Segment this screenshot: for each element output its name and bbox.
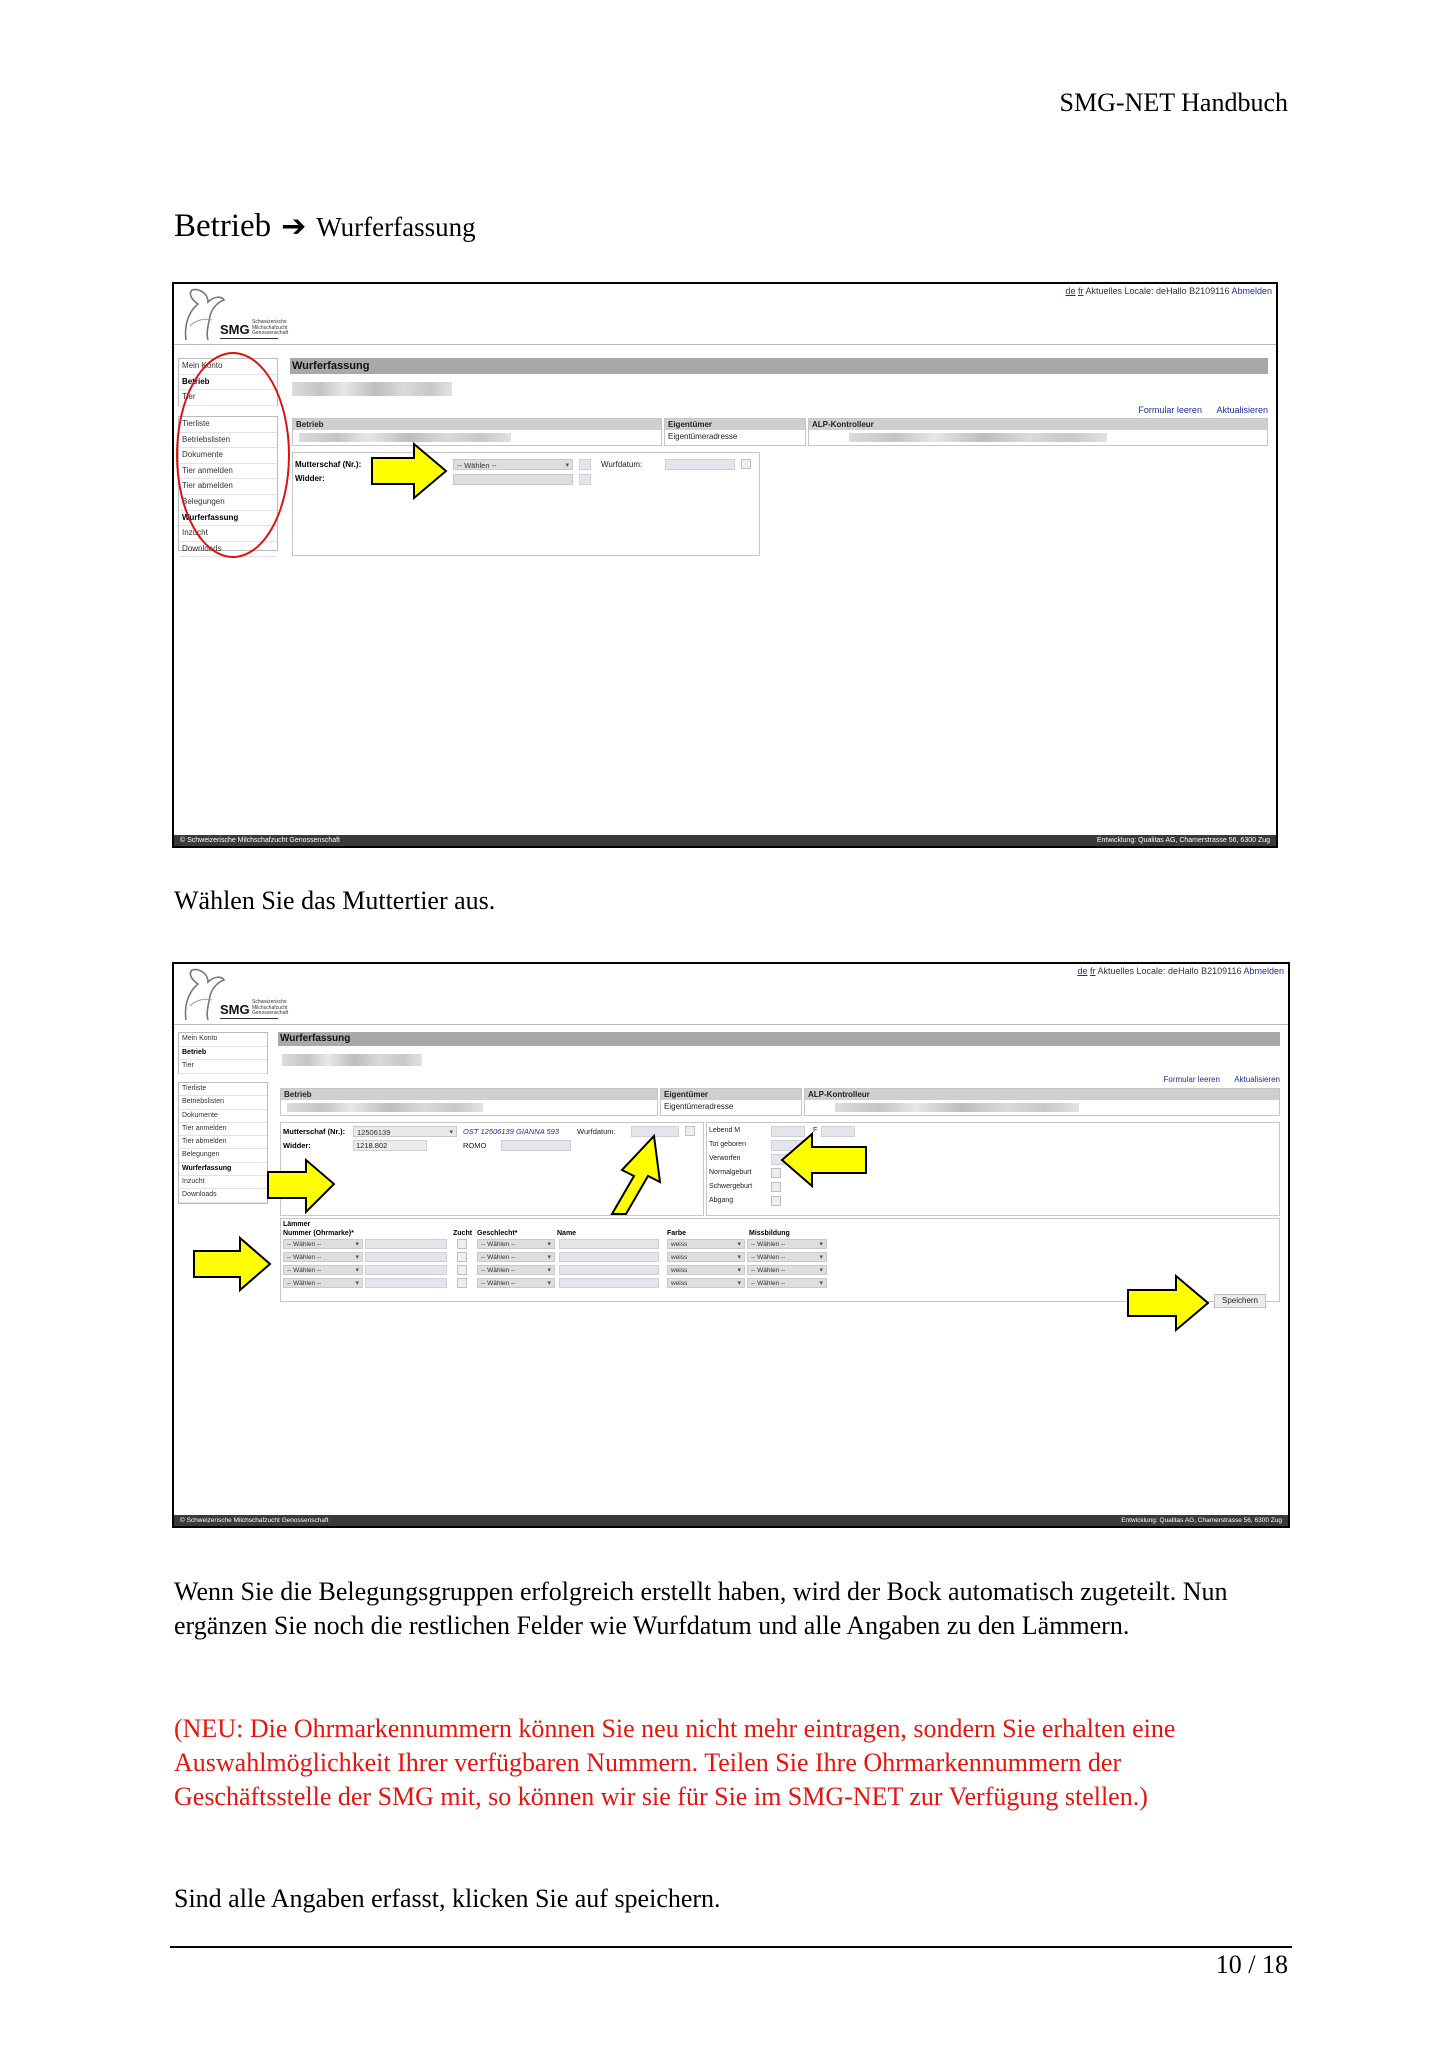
- footer-copyright: © Schweizerische Milchschafzucht Genossenschaft: [180, 1517, 329, 1524]
- logo-text: Schweizerische Milchschafzucht Genossenschaft: [252, 319, 289, 336]
- lebend-f-label: F: [813, 1127, 818, 1134]
- chevron-down-icon: ▾: [737, 1241, 741, 1248]
- lamb-missbildung-select[interactable]: -- Wählen -- ▾: [747, 1278, 827, 1288]
- chevron-down-icon: ▾: [737, 1267, 741, 1274]
- redacted-alp: [849, 433, 1107, 442]
- widder-extra-input[interactable]: [501, 1140, 571, 1151]
- chevron-down-icon: ▾: [565, 462, 569, 469]
- col-geschlecht: Geschlecht*: [477, 1230, 518, 1237]
- logout-link[interactable]: Abmelden: [1231, 286, 1272, 296]
- smg-logo: [178, 966, 289, 1022]
- footer-copyright: © Schweizerische Milchschafzucht Genossenschaft: [180, 837, 341, 844]
- col-missbildung: Missbildung: [749, 1230, 790, 1237]
- nav-item-tier-abmelden[interactable]: Tier abmelden: [179, 479, 277, 495]
- page-number: 10 / 18: [1215, 1950, 1288, 1979]
- paragraph-explanation: Wenn Sie die Belegungsgruppen erfolgreich erstellt haben, wird der Bock automatisch zugeteilt. Nun ergänzen Sie noch die restlichen Felder wie Wurfdatum und alle Angaben zu den Lämmern.: [174, 1577, 1228, 1640]
- nav-item-downloads[interactable]: Downloads: [179, 542, 277, 558]
- widder-select[interactable]: [453, 474, 573, 485]
- nav-item-betrieb[interactable]: Betrieb: [179, 375, 277, 391]
- nav-item-inzucht[interactable]: Inzucht: [179, 1176, 267, 1189]
- wurfdatum-label: Wurfdatum:: [601, 460, 643, 469]
- lamb-farbe-select[interactable]: weiss ▾: [667, 1278, 745, 1288]
- chevron-down-icon: ▾: [547, 1267, 551, 1274]
- app-footer: [174, 835, 1276, 846]
- widder-label: Widder:: [295, 474, 325, 483]
- lebend-label: Lebend M: [709, 1127, 741, 1134]
- aktualisieren-link[interactable]: Aktualisieren: [1216, 405, 1268, 415]
- eigentuemer-address: Eigentümeradresse: [664, 1102, 734, 1111]
- section-title-main: Betrieb: [174, 208, 272, 244]
- lamb-zucht-checkbox[interactable]: [457, 1265, 467, 1275]
- chevron-down-icon: ▾: [547, 1280, 551, 1287]
- nav-item-tierliste[interactable]: Tierliste: [179, 1083, 267, 1096]
- chevron-down-icon: ▾: [355, 1254, 359, 1261]
- redacted-betrieb: [299, 433, 511, 442]
- chevron-down-icon: ▾: [819, 1280, 823, 1287]
- locale-bar: [1065, 286, 1272, 296]
- mutterschaf-select[interactable]: -- Wählen -- ▾: [453, 459, 573, 470]
- lang-de-link[interactable]: de: [1077, 966, 1088, 976]
- logo-rule: [220, 338, 278, 339]
- lang-fr-link[interactable]: fr: [1090, 966, 1096, 976]
- nav-item-dokumente[interactable]: Dokumente: [179, 448, 277, 464]
- paragraph-save-instruction: Sind alle Angaben erfasst, klicken Sie auf speichern.: [174, 1884, 721, 1913]
- app-footer: [174, 1515, 1288, 1526]
- chevron-down-icon: ▾: [355, 1241, 359, 1248]
- lamb-geschlecht-select[interactable]: -- Wählen -- ▾: [477, 1252, 555, 1262]
- redacted-betrieb: [287, 1103, 483, 1112]
- chevron-down-icon: ▾: [547, 1254, 551, 1261]
- redacted-field: [282, 1054, 422, 1066]
- nav-item-tier-abmelden[interactable]: Tier abmelden: [179, 1136, 267, 1149]
- panel-eigentuemer: [660, 1088, 802, 1116]
- lamb-missbildung-select[interactable]: -- Wählen -- ▾: [747, 1265, 827, 1275]
- formular-leeren-link[interactable]: Formular leeren: [1138, 405, 1202, 415]
- schwergeburt-label: Schwergeburt: [709, 1183, 753, 1190]
- chevron-down-icon: ▾: [819, 1267, 823, 1274]
- widder-name: ROMO: [463, 1141, 487, 1150]
- redacted-field: [292, 382, 452, 396]
- normalgeburt-label: Normalgeburt: [709, 1169, 752, 1176]
- widder-input[interactable]: 1218.802: [353, 1140, 427, 1151]
- screenshot-wurferfassung-empty: [172, 282, 1278, 848]
- logout-link[interactable]: Abmelden: [1243, 966, 1284, 976]
- sidebar-account-nav: [178, 1032, 268, 1074]
- col-name: Name: [557, 1230, 577, 1237]
- highlight-circle: [176, 352, 290, 558]
- lamb-farbe-select[interactable]: weiss ▾: [667, 1239, 745, 1249]
- annotation-arrow-up: [598, 1132, 668, 1216]
- annotation-arrow-right: [370, 442, 448, 500]
- lamb-nummer-select[interactable]: -- Wählen -- ▾: [283, 1252, 363, 1262]
- logo-rule: [220, 1018, 278, 1019]
- footer-developer: Entwicklung: Qualitas AG, Chamerstrasse 56, 6300 Zug: [1121, 1517, 1282, 1524]
- litter-form: [292, 452, 760, 556]
- nav-item-inzucht[interactable]: Inzucht: [179, 526, 277, 542]
- lamb-nummer-select[interactable]: -- Wählen -- ▾: [283, 1278, 363, 1288]
- annotation-arrow-right: [192, 1236, 272, 1292]
- mutterschaf-label: Mutterschaf (Nr.):: [283, 1127, 346, 1136]
- document-header-title: SMG-NET Handbuch: [1059, 88, 1288, 117]
- panel-betrieb: [280, 1088, 658, 1116]
- wurfdatum-input[interactable]: [665, 459, 735, 470]
- lamb-name-input[interactable]: [559, 1239, 659, 1249]
- chevron-down-icon: ▾: [737, 1280, 741, 1287]
- col-zucht: Zucht: [453, 1230, 473, 1237]
- nav-item-betriebslisten[interactable]: Betriebslisten: [179, 1096, 267, 1109]
- widder-label: Widder:: [283, 1141, 311, 1150]
- lamb-name-input[interactable]: [559, 1265, 659, 1275]
- lamb-nummer-select[interactable]: -- Wählen -- ▾: [283, 1239, 363, 1249]
- chevron-down-icon: ▾: [737, 1254, 741, 1261]
- locale-bar: [1077, 966, 1284, 976]
- panel-betrieb-title: Betrieb: [293, 419, 661, 430]
- smg-logo: [178, 286, 289, 342]
- calendar-icon[interactable]: [741, 459, 751, 469]
- arrow-right-icon: ➔: [281, 209, 307, 244]
- annotation-arrow-right: [1126, 1274, 1210, 1332]
- nav-item-betriebslisten[interactable]: Betriebslisten: [179, 433, 277, 449]
- nav-item-tier-anmelden[interactable]: Tier anmelden: [179, 1123, 267, 1136]
- redacted-alp: [835, 1103, 1079, 1112]
- lamb-zucht-checkbox[interactable]: [457, 1239, 467, 1249]
- nav-item-dokumente[interactable]: Dokumente: [179, 1110, 267, 1123]
- annotation-arrow-left: [780, 1132, 868, 1188]
- lamb-geschlecht-select[interactable]: -- Wählen -- ▾: [477, 1278, 555, 1288]
- footer-divider: [170, 1946, 1292, 1948]
- lamb-zucht-checkbox[interactable]: [457, 1252, 467, 1262]
- nav-item-wurferfassung[interactable]: Wurferfassung: [179, 511, 277, 527]
- abgang-label: Abgang: [709, 1197, 734, 1204]
- lambs-title: Lämmer: [283, 1221, 311, 1228]
- logo-brand: SMG: [220, 322, 250, 337]
- action-links: [1126, 405, 1268, 415]
- paragraph-new-note: (NEU: Die Ohrmarkennummern können Sie neu nicht mehr eintragen, sondern Sie erhalten eine Auswahlmöglichkeit Ihrer verfügbaren Nummern. Teilen Sie Ihre Ohrmarkennummern der Geschäftsstelle der SMG mit, so können wir sie für Sie im SMG-NET zur Verfügung stellen.): [174, 1714, 1176, 1811]
- lamb-nummer-input[interactable]: [365, 1252, 447, 1262]
- mother-info: OST 12506139 GIANNA 593: [463, 1127, 560, 1136]
- nav-item-belegungen[interactable]: Belegungen: [179, 495, 277, 511]
- save-button[interactable]: Speichern: [1214, 1294, 1266, 1308]
- lamb-geschlecht-select[interactable]: -- Wählen -- ▾: [477, 1265, 555, 1275]
- lamb-nummer-input[interactable]: [365, 1265, 447, 1275]
- lamb-zucht-checkbox[interactable]: [457, 1278, 467, 1288]
- panel-alp-title: ALP-Kontrolleur: [809, 419, 1267, 430]
- screenshot-wurferfassung-filled: [172, 962, 1290, 1528]
- lamb-nummer-input[interactable]: [365, 1278, 447, 1288]
- wurfdatum-label: Wurfdatum:: [577, 1127, 616, 1136]
- lamb-name-input[interactable]: [559, 1278, 659, 1288]
- calendar-icon[interactable]: [685, 1126, 695, 1136]
- panel-alp-kontrolleur: [804, 1088, 1280, 1116]
- mutterschaf-extra-input[interactable]: [579, 459, 591, 470]
- col-nummer: Nummer (Ohrmarke)*: [283, 1230, 354, 1237]
- panel-betrieb: [292, 418, 662, 446]
- verworfen-label: Verworfen: [709, 1155, 741, 1162]
- lamb-missbildung-select[interactable]: -- Wählen -- ▾: [747, 1252, 827, 1262]
- logo-text: Schweizerische Milchschafzucht Genossenschaft: [252, 999, 289, 1016]
- logo-brand: SMG: [220, 1002, 250, 1017]
- tot-geboren-label: Tot geboren: [709, 1141, 746, 1148]
- locale-text: Aktuelles Locale: deHallo B2109116: [1097, 966, 1242, 976]
- page-title: Wurferfassung: [278, 1032, 1280, 1046]
- nav-item-tier-anmelden[interactable]: Tier anmelden: [179, 464, 277, 480]
- panel-eigentuemer: [664, 418, 806, 446]
- lamb-nummer-select[interactable]: -- Wählen -- ▾: [283, 1265, 363, 1275]
- page-title: Wurferfassung: [290, 358, 1268, 374]
- sidebar-betrieb-nav: [178, 1082, 268, 1204]
- nav-item-tierliste[interactable]: Tierliste: [179, 417, 277, 433]
- chevron-down-icon: ▾: [819, 1241, 823, 1248]
- section-title: [174, 208, 476, 245]
- mutterschaf-select[interactable]: 12506139 ▾: [353, 1126, 457, 1137]
- lang-fr-link[interactable]: fr: [1078, 286, 1084, 296]
- nav-item-betrieb[interactable]: Betrieb: [179, 1047, 267, 1061]
- annotation-arrow-right: [266, 1158, 336, 1214]
- formular-leeren-link[interactable]: Formular leeren: [1163, 1075, 1220, 1084]
- chevron-down-icon: ▾: [819, 1254, 823, 1261]
- chevron-down-icon: ▾: [355, 1280, 359, 1287]
- col-farbe: Farbe: [667, 1230, 687, 1237]
- lamb-geschlecht-select[interactable]: -- Wählen -- ▾: [477, 1239, 555, 1249]
- mutterschaf-label: Mutterschaf (Nr.):: [295, 460, 362, 469]
- chevron-down-icon: ▾: [449, 1129, 453, 1136]
- panel-alp-kontrolleur: [808, 418, 1268, 446]
- chevron-down-icon: ▾: [547, 1241, 551, 1248]
- lang-de-link[interactable]: de: [1065, 286, 1076, 296]
- widder-extra-input[interactable]: [579, 474, 591, 485]
- nav-item-wurferfassung[interactable]: Wurferfassung: [179, 1163, 267, 1176]
- nav-item-tier[interactable]: Tier: [179, 1060, 267, 1074]
- panel-eigentuemer-title: Eigentümer: [661, 1089, 801, 1100]
- caption-select-mother: Wählen Sie das Muttertier aus.: [174, 886, 496, 915]
- nav-item-mein-konto[interactable]: Mein Konto: [179, 1033, 267, 1047]
- footer-developer: Entwicklung: Qualitas AG, Chamerstrasse 56, 6300 Zug: [1096, 837, 1270, 844]
- chevron-down-icon: ▾: [355, 1267, 359, 1274]
- app-header: [174, 964, 1288, 1025]
- app-header: [174, 284, 1276, 345]
- panel-eigentuemer-title: Eigentümer: [665, 419, 805, 430]
- lamb-nummer-input[interactable]: [365, 1239, 447, 1249]
- nav-item-downloads[interactable]: Downloads: [179, 1189, 267, 1202]
- nav-item-mein-konto[interactable]: Mein Konto: [179, 359, 277, 375]
- lamb-farbe-select[interactable]: weiss ▾: [667, 1265, 745, 1275]
- abgang-checkbox[interactable]: [771, 1196, 781, 1206]
- aktualisieren-link[interactable]: Aktualisieren: [1234, 1075, 1280, 1084]
- lamb-name-input[interactable]: [559, 1252, 659, 1262]
- section-subtitle: Wurferfassung: [316, 212, 476, 242]
- panel-betrieb-title: Betrieb: [281, 1089, 657, 1100]
- eigentuemer-address: Eigentümeradresse: [668, 432, 738, 441]
- lamb-farbe-select[interactable]: weiss ▾: [667, 1252, 745, 1262]
- panel-alp-title: ALP-Kontrolleur: [805, 1089, 1279, 1100]
- nav-item-belegungen[interactable]: Belegungen: [179, 1149, 267, 1162]
- locale-text: Aktuelles Locale: deHallo B2109116: [1085, 286, 1230, 296]
- action-links: [1151, 1075, 1280, 1084]
- lamb-missbildung-select[interactable]: -- Wählen -- ▾: [747, 1239, 827, 1249]
- nav-item-tier[interactable]: Tier: [179, 390, 277, 406]
